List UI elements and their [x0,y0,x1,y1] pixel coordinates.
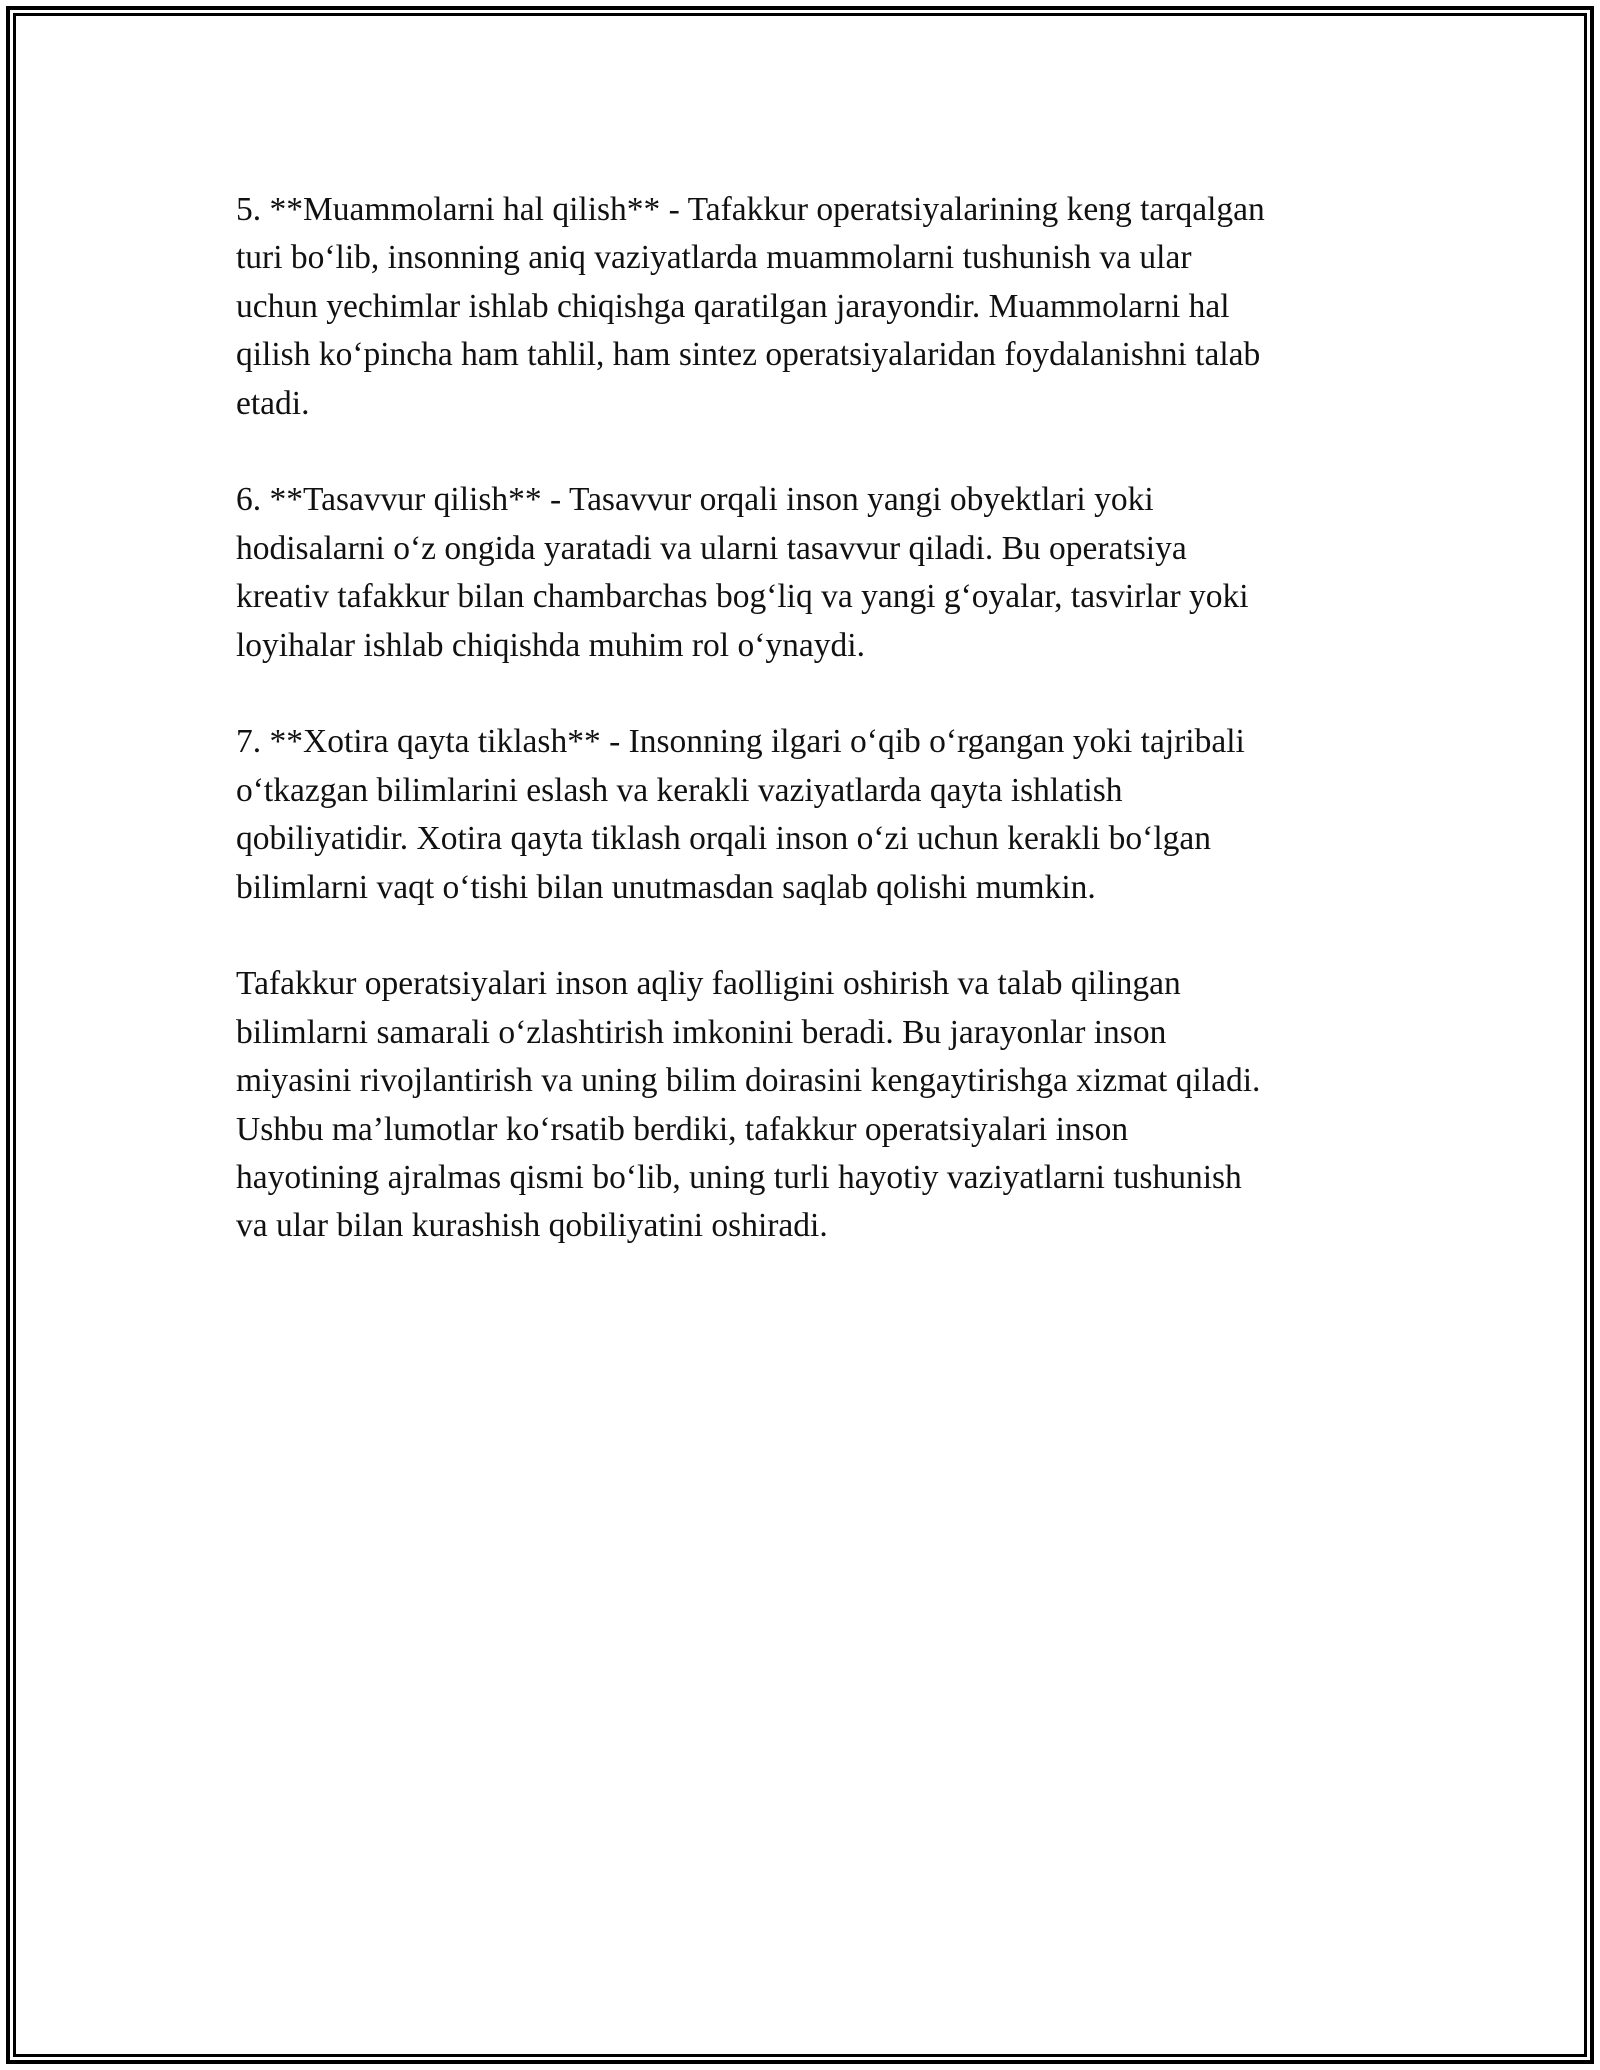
text-line: va ular bilan kurashish qobiliyatini oshiradi. [236,1207,828,1245]
text-line: hodisalarni o‘z ongida yaratadi va ularni tasavvur qiladi. Bu operatsiya [236,529,1187,567]
text-line: Tafakkur operatsiyalari inson aqliy faolligini oshirish va talab qilingan [236,965,1181,1003]
text-line: 5. **Muammolarni hal qilish** - Tafakkur operatsiyalarining keng tarqalgan [236,191,1265,228]
text-line: bilimlarni vaqt o‘tishi bilan unutmasdan saqlab qolishi mumkin. [236,868,1096,906]
text-line: uchun yechimlar ishlab chiqishga qaratilgan jarayondir. Muammolarni hal [236,287,1230,325]
document-body [236,186,1376,1299]
text-line: etadi. [236,384,310,422]
text-line: turi bo‘lib, insonning aniq vaziyatlarda muammolarni tushunish va ular [236,239,1192,277]
text-line: bilimlarni samarali o‘zlashtirish imkonini beradi. Bu jarayonlar inson [236,1013,1167,1051]
text-line: miyasini rivojlantirish va uning bilim doirasini kengaytirishga xizmat qiladi. [236,1062,1261,1100]
paragraph-imagination [236,476,1376,670]
paragraph-conclusion [236,960,1376,1250]
text-line: kreativ tafakkur bilan chambarchas bog‘liq va yangi g‘oyalar, tasvirlar yoki [236,578,1249,616]
text-line: o‘tkazgan bilimlarini eslash va kerakli vaziyatlarda qayta ishlatish [236,771,1123,809]
text-line: Ushbu ma’lumotlar ko‘rsatib berdiki, tafakkur operatsiyalari inson [236,1110,1129,1148]
paragraph-problem-solving [236,186,1376,428]
text-line: qilish ko‘pincha ham tahlil, ham sintez operatsiyalaridan foydalanishni talab [236,336,1261,374]
text-line: 7. **Xotira qayta tiklash** - Insonning ilgari o‘qib o‘rgangan yoki tajribali [236,723,1245,761]
paragraph-memory-recall [236,718,1376,912]
text-line: loyihalar ishlab chiqishda muhim rol o‘ynaydi. [236,626,865,664]
text-line: hayotining ajralmas qismi bo‘lib, uning turli hayotiy vaziyatlarni tushunish [236,1159,1242,1197]
text-line: 6. **Tasavvur qilish** - Tasavvur orqali inson yangi obyektlari yoki [236,481,1154,519]
text-line: qobiliyatidir. Xotira qayta tiklash orqali inson o‘zi uchun kerakli bo‘lgan [236,820,1212,858]
